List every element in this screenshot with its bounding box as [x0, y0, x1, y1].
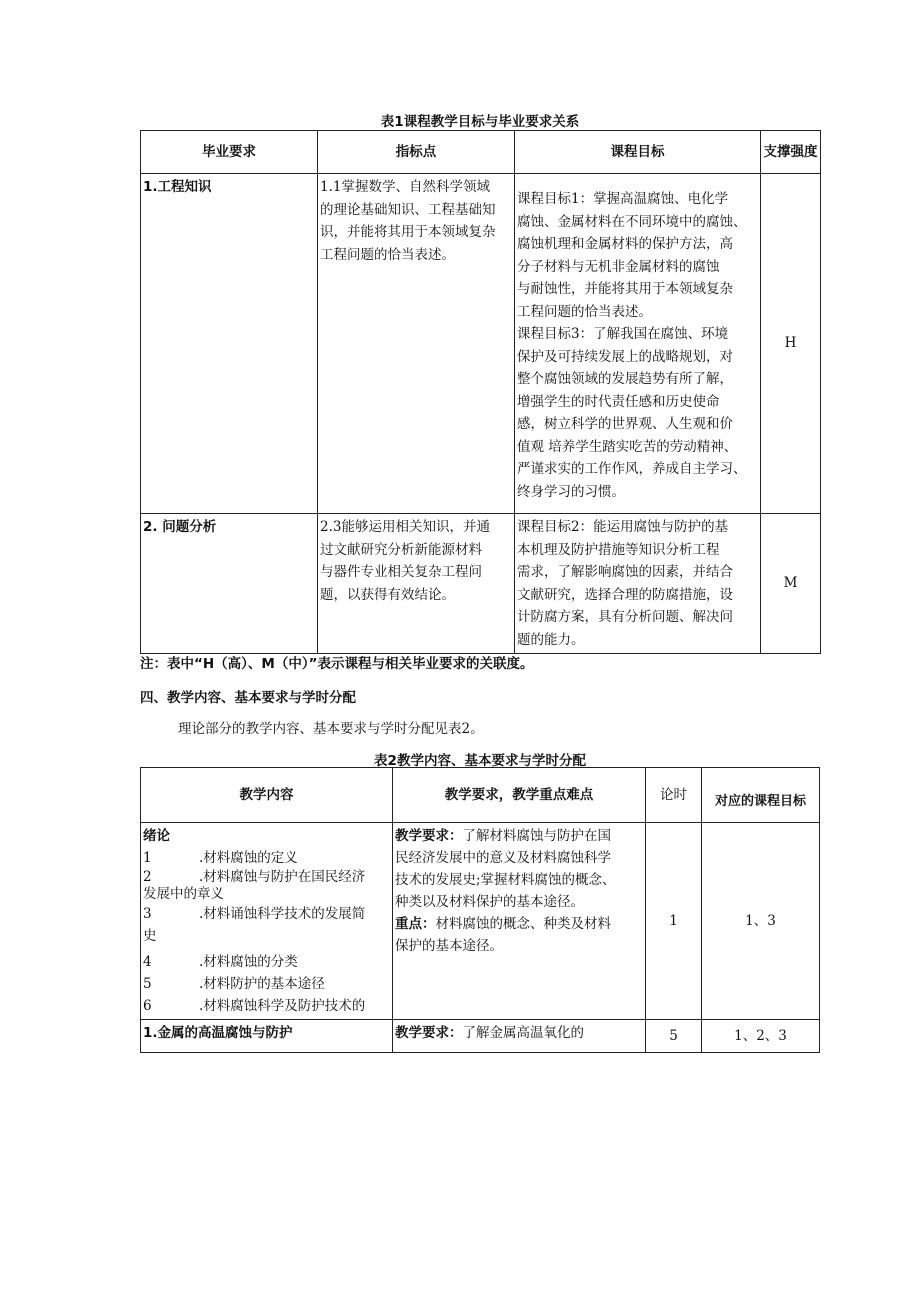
item-text: .材料腐蚀的定义 — [199, 850, 298, 866]
text-line: 增强学生的时代责任感和历史使命 — [517, 393, 720, 410]
item-number: 4 — [143, 954, 152, 970]
text-line: 过文献研究分析新能源材料 — [320, 541, 482, 558]
item-text: 发展中的章义 — [143, 886, 224, 902]
objective-cell — [515, 174, 761, 514]
requirement-label: 教学要求： — [395, 1025, 463, 1041]
strength-cell: M — [761, 514, 821, 654]
text-line: 题的能力。 — [517, 631, 585, 648]
list-item — [143, 903, 390, 925]
item-number: 1 — [143, 850, 152, 866]
list-item — [143, 869, 390, 886]
text-line: 保护的基本途径。 — [395, 938, 503, 954]
hours-cell: 5 — [646, 1020, 702, 1053]
item-text: .材料诵蚀科学技术的发展简 — [199, 906, 366, 922]
objective-cell — [515, 514, 761, 654]
body-paragraph: 理论部分的教学内容、基本要求与学时分配见表2。 — [178, 721, 484, 737]
table-row — [141, 1020, 820, 1053]
content-cell — [141, 823, 393, 1020]
requirement-cell: 1.工程知识 — [141, 174, 318, 514]
item-text: .材料腐蚀科学及防护技术的 — [199, 998, 366, 1014]
list-item — [143, 847, 390, 869]
list-item — [143, 951, 390, 973]
text-line: 文献研究，选择合理的防腐措施，设 — [517, 586, 733, 603]
table1-caption: 表1课程教学目标与毕业要求关系 — [380, 114, 580, 130]
requirements-cell — [393, 823, 646, 1020]
table2-caption: 表2教学内容、基本要求与学时分配 — [374, 753, 586, 769]
text-line: 材料腐蚀的概念、种类及材料 — [435, 916, 611, 932]
item-number: 5 — [143, 976, 152, 992]
item-text: .材料腐蚀与防护在国民经济 — [199, 869, 366, 885]
table2-header-objectives: 对应的课程目标 — [702, 768, 820, 823]
text-line: 技术的发展史;掌握材料腐蚀的概念、 — [395, 872, 616, 888]
text-line: 民经济发展中的意义及材料腐蚀科学 — [395, 850, 611, 866]
table2-header-row — [141, 768, 820, 823]
requirement-cell: 2. 问题分析 — [141, 514, 318, 654]
table2-header-hours: 论时 — [646, 768, 702, 823]
table-row — [141, 174, 821, 514]
table2 — [140, 767, 820, 1053]
item-number: 6 — [143, 998, 152, 1014]
item-text: 史 — [143, 928, 157, 944]
table-row — [141, 514, 821, 654]
item-number: 3 — [143, 906, 152, 922]
text-line: 工程问题的恰当表述。 — [320, 246, 455, 263]
text-line: 感，树立科学的世界观、人生观和价 — [517, 416, 733, 432]
text-line: 严谨求实的工作作风，养成自主学习、 — [517, 461, 747, 477]
list-item — [143, 925, 390, 947]
content-cell: 1.金属的高温腐蚀与防护 — [141, 1020, 393, 1053]
table1-header-strength: 支撑强度 — [761, 131, 821, 174]
table1-header-objective: 课程目标 — [515, 131, 761, 174]
table2-header-requirements: 教学要求，教学重点难点 — [393, 768, 646, 823]
table1-header-indicator: 指标点 — [318, 131, 515, 174]
text-line: 识，并能将其用于本领域复杂 — [320, 224, 496, 240]
text-line: 本机理及防护措施等知识分析工程 — [517, 541, 720, 558]
requirement-label: 教学要求： — [395, 828, 463, 844]
text-line: 1.1掌握数学、自然科学领域 — [320, 179, 490, 195]
text-line: 的理论基础知识、工程基础知 — [320, 201, 496, 218]
key-point-label: 重点： — [395, 916, 436, 932]
item-text: .材料腐蚀的分类 — [199, 954, 298, 970]
indicator-cell — [318, 174, 515, 514]
table1-header-requirement: 毕业要求 — [141, 131, 318, 174]
section-title: 四、教学内容、基本要求与学时分配 — [140, 690, 356, 706]
text-line: 课程目标1：掌握高温腐蚀、电化学 — [517, 191, 729, 207]
strength-cell: H — [761, 174, 821, 514]
text-line: 需求，了解影响腐蚀的因素，并结合 — [517, 564, 733, 580]
indicator-cell — [318, 514, 515, 654]
text-line: 计防腐方案，具有分析问题、解决问 — [517, 609, 733, 625]
text-line: 腐蚀机理和金属材料的保护方法，高 — [517, 236, 733, 252]
text-line: 课程目标2：能运用腐蚀与防护的基 — [517, 519, 729, 535]
list-item — [143, 995, 390, 1017]
list-item — [143, 973, 390, 995]
item-text: .材料防护的基本途径 — [199, 976, 325, 992]
text-line: 与器件专业相关复杂工程问 — [320, 564, 482, 580]
table-row — [141, 823, 820, 1020]
table1 — [140, 130, 821, 654]
table-note: 注：表中“H（高）、M（中）”表示课程与相关毕业要求的关联度。 — [140, 656, 534, 672]
text-line: 题，以获得有效结论。 — [320, 586, 455, 603]
text-line: 值观 培养学生踏实吃苦的劳动精神、 — [517, 438, 738, 455]
text-line: 整个腐蚀领域的发展趋势有所了解， — [517, 371, 733, 387]
item-number: 2 — [143, 869, 152, 885]
objectives-cell: 1、3 — [702, 823, 820, 1020]
text-line: 课程目标3：了解我国在腐蚀、环境 — [517, 326, 729, 342]
text-line: 了解金属高温氧化的 — [462, 1025, 584, 1041]
table2-header-content: 教学内容 — [141, 768, 393, 823]
requirements-cell — [393, 1020, 646, 1053]
text-line: 保护及可持续发展上的战略规划，对 — [517, 348, 733, 365]
text-line: 终身学习的习惯。 — [517, 483, 625, 500]
objectives-cell: 1、2、3 — [702, 1020, 820, 1053]
text-line: 了解材料腐蚀与防护在国 — [462, 828, 611, 844]
content-title: 绪论 — [143, 828, 170, 844]
text-line: 分子材料与无机非金属材料的腐蚀 — [517, 258, 720, 275]
text-line: 种类以及材料保护的基本途径。 — [395, 894, 584, 910]
hours-cell: 1 — [646, 823, 702, 1020]
text-line: 工程问题的恰当表述。 — [517, 303, 652, 320]
list-item — [143, 886, 390, 903]
text-line: 与耐蚀性，并能将其用于本领域复杂 — [517, 281, 733, 297]
text-line: 腐蚀、金属材料在不同环境中的腐蚀、 — [517, 213, 747, 230]
text-line: 2.3能够运用相关知识，并通 — [320, 519, 490, 535]
table1-header-row — [141, 131, 821, 174]
